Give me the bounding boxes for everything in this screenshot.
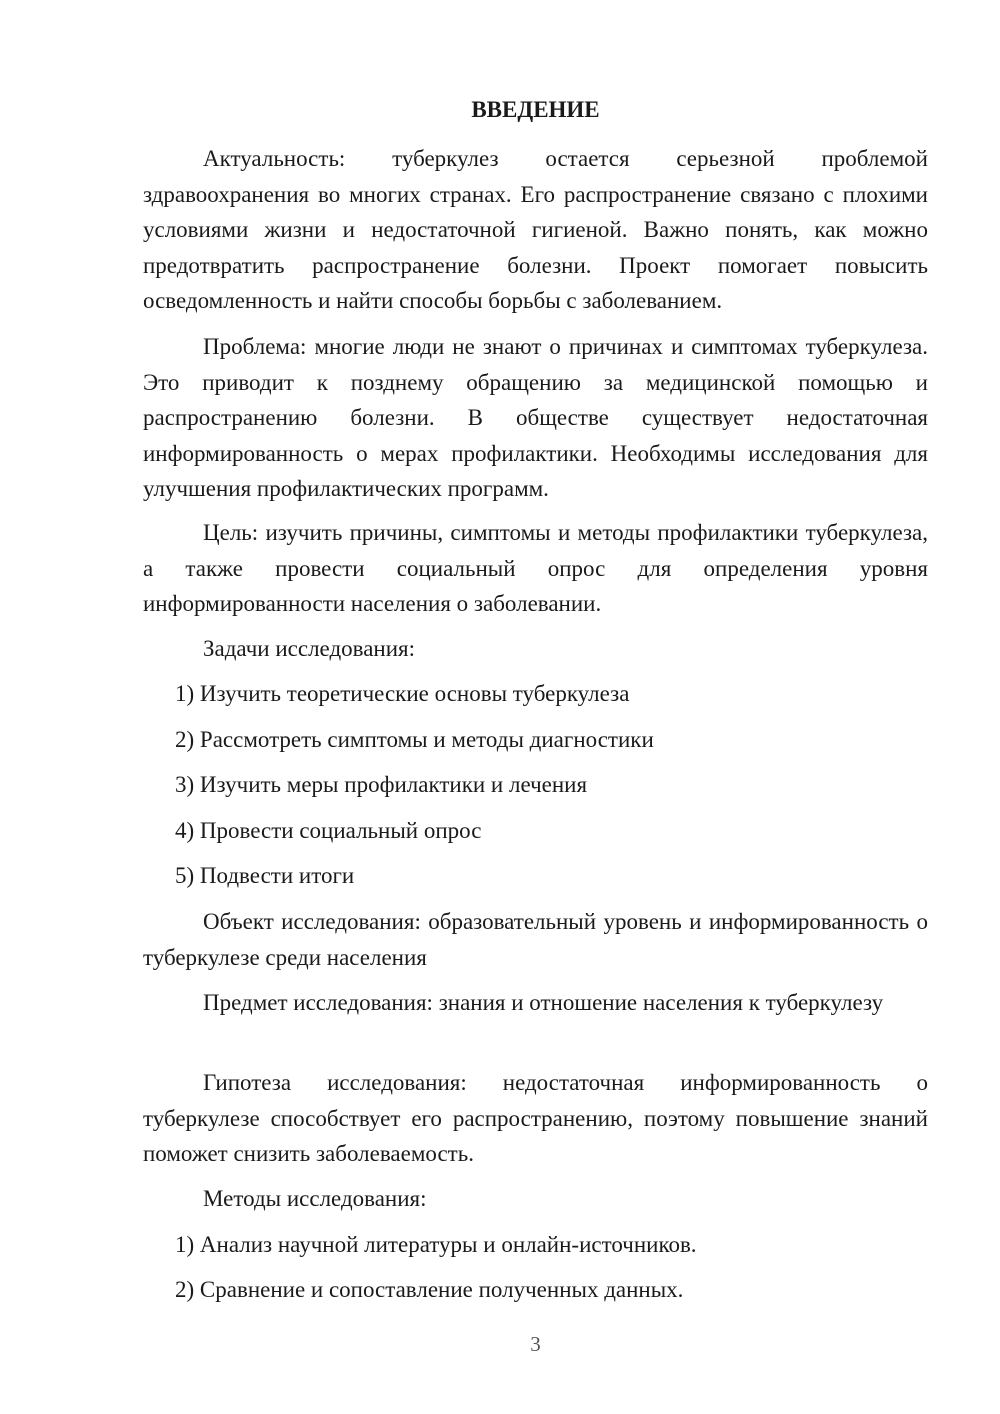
list-item-method-1: 1) Анализ научной литературы и онлайн-источников. [175,1232,697,1257]
paragraph-problem: Проблема: многие люди не знают о причинах и симптомах туберкулеза. Это приводит к позднему обращению за медицинской помощью и распространению болезни. В обществе существует недостаточная информированность о мерах профилактики. Необходимы исследования для улучшения профилактических программ. [143,334,928,501]
list-item-task-5: 5) Подвести итоги [175,863,355,888]
list-item-method-2: 2) Сравнение и сопоставление полученных данных. [175,1277,684,1302]
list-item-task-1: 1) Изучить теоретические основы туберкулеза [175,681,630,706]
paragraph-relevance: Актуальность: туберкулез остается серьезной проблемой здравоохранения во многих странах. Его распространение связано с плохими условиями жизни и недостаточной гигиеной. Важно понять, как можно предотвратить распространение болезни. Проект помогает повысить осведомленность и найти способы борьбы с заболеванием. [143,146,928,313]
paragraph-object: Объект исследования: образовательный уровень и информированность о туберкулезе среди населения [143,909,928,970]
page-number: 3 [530,1332,541,1356]
list-item-task-3: 3) Изучить меры профилактики и лечения [175,772,588,797]
list-item-task-2: 2) Рассмотреть симптомы и методы диагностики [175,727,654,752]
paragraph-subject: Предмет исследования: знания и отношение населения к туберкулезу [203,990,884,1015]
methods-heading: Методы исследования: [203,1186,427,1211]
paragraph-hypothesis: Гипотеза исследования: недостаточная информированность о туберкулезе способствует его распространению, поэтому повышение знаний поможет снизить заболеваемость. [143,1070,928,1166]
paragraph-goal: Цель: изучить причины, симптомы и методы профилактики туберкулеза, а также провести социальный опрос для определения уровня информированности населения о заболевании. [143,520,928,616]
tasks-heading: Задачи исследования: [203,636,416,661]
list-item-task-4: 4) Провести социальный опрос [175,818,482,843]
page-title: ВВЕДЕНИЕ [471,97,600,122]
